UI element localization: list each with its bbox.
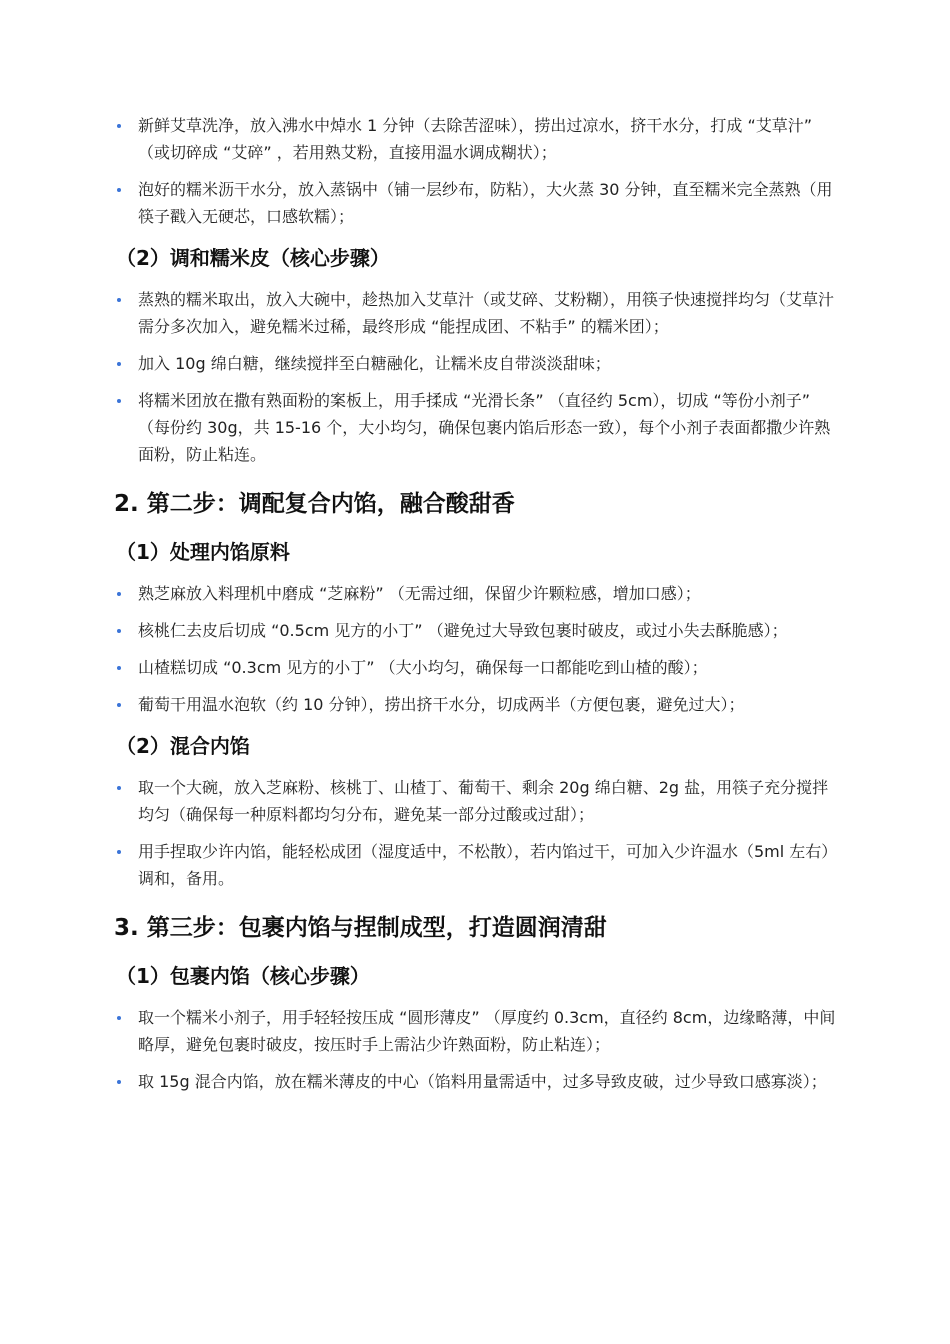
bullet-icon bbox=[117, 1080, 121, 1084]
list-item: 核桃仁去皮后切成 “0.5cm 见方的小丁” （避免过大导致包裹时破皮，或过小失去酥脆感）； bbox=[116, 617, 840, 644]
list-item: 取一个糯米小剂子，用手轻轻按压成 “圆形薄皮” （厚度约 0.3cm，直径约 8cm，边缘略薄，中间略厚，避免包裹时破皮，按压时手上需沾少许熟面粉，防止粘连）； bbox=[116, 1004, 840, 1058]
section-heading-filling-prep: （1）处理内馅原料 bbox=[116, 540, 290, 564]
section-heading-mix-skin: （2）调和糯米皮（核心步骤） bbox=[116, 246, 390, 270]
bullet-list-mix-filling bbox=[116, 774, 840, 892]
list-item: 加入 10g 绵白糖，继续搅拌至白糖融化，让糯米皮自带淡淡甜味； bbox=[116, 350, 840, 377]
list-item: 葡萄干用温水泡软（约 10 分钟），捞出挤干水分，切成两半（方便包裹，避免过大）； bbox=[116, 691, 840, 718]
bullet-icon bbox=[117, 703, 121, 707]
section-heading-wrap-filling: （1）包裹内馅（核心步骤） bbox=[116, 964, 370, 988]
list-item: 用手捏取少许内馅，能轻松成团（湿度适中，不松散），若内馅过干，可加入少许温水（5ml 左右）调和，备用。 bbox=[116, 838, 840, 892]
bullet-icon bbox=[117, 1016, 121, 1020]
list-item: 泡好的糯米沥干水分，放入蒸锅中（铺一层纱布，防粘），大火蒸 30 分钟，直至糯米完全蒸熟（用筷子戳入无硬芯，口感软糯）； bbox=[116, 176, 840, 230]
list-item: 取一个大碗，放入芝麻粉、核桃丁、山楂丁、葡萄干、剩余 20g 绵白糖、2g 盐，用筷子充分搅拌均匀（确保每一种原料都均匀分布，避免某一部分过酸或过甜）； bbox=[116, 774, 840, 828]
bullet-list-filling-prep bbox=[116, 580, 840, 718]
bullet-icon bbox=[117, 850, 121, 854]
section-heading-mix-filling: （2）混合内馅 bbox=[116, 734, 250, 758]
bullet-list-wrap-filling bbox=[116, 1004, 840, 1095]
step-3-title: 3. 第三步：包裹内馅与捏制成型，打造圆润清甜 bbox=[114, 915, 607, 941]
list-item: 将糯米团放在撒有熟面粉的案板上，用手揉成 “光滑长条” （直径约 5cm），切成 “等份小剂子” （每份约 30g，共 15-16 个，大小均匀，确保包裹内馅后形态一致），每个小剂子表面都撒少许熟面粉，防止粘连。 bbox=[116, 387, 840, 468]
list-item: 取 15g 混合内馅，放在糯米薄皮的中心（馅料用量需适中，过多导致皮破，过少导致口感寡淡）； bbox=[116, 1068, 840, 1095]
bullet-list-prep bbox=[116, 112, 840, 230]
bullet-icon bbox=[117, 124, 121, 128]
bullet-icon bbox=[117, 629, 121, 633]
list-item: 蒸熟的糯米取出，放入大碗中，趁热加入艾草汁（或艾碎、艾粉糊），用筷子快速搅拌均匀（艾草汁需分多次加入，避免糯米过稀，最终形成 “能捏成团、不粘手” 的糯米团）； bbox=[116, 286, 840, 340]
bullet-icon bbox=[117, 399, 121, 403]
bullet-icon bbox=[117, 298, 121, 302]
bullet-icon bbox=[117, 188, 121, 192]
step-2-title: 2. 第二步：调配复合内馅，融合酸甜香 bbox=[114, 491, 515, 517]
bullet-icon bbox=[117, 786, 121, 790]
list-item: 山楂糕切成 “0.3cm 见方的小丁” （大小均匀，确保每一口都能吃到山楂的酸）； bbox=[116, 654, 840, 681]
bullet-icon bbox=[117, 666, 121, 670]
bullet-list-mix-skin bbox=[116, 286, 840, 468]
list-item: 新鲜艾草洗净，放入沸水中焯水 1 分钟（去除苦涩味），捞出过凉水，挤干水分，打成 “艾草汁” （或切碎成 “艾碎” ，若用熟艾粉，直接用温水调成糊状）； bbox=[116, 112, 840, 166]
bullet-icon bbox=[117, 592, 121, 596]
list-item: 熟芝麻放入料理机中磨成 “芝麻粉” （无需过细，保留少许颗粒感，增加口感）； bbox=[116, 580, 840, 607]
bullet-icon bbox=[117, 362, 121, 366]
